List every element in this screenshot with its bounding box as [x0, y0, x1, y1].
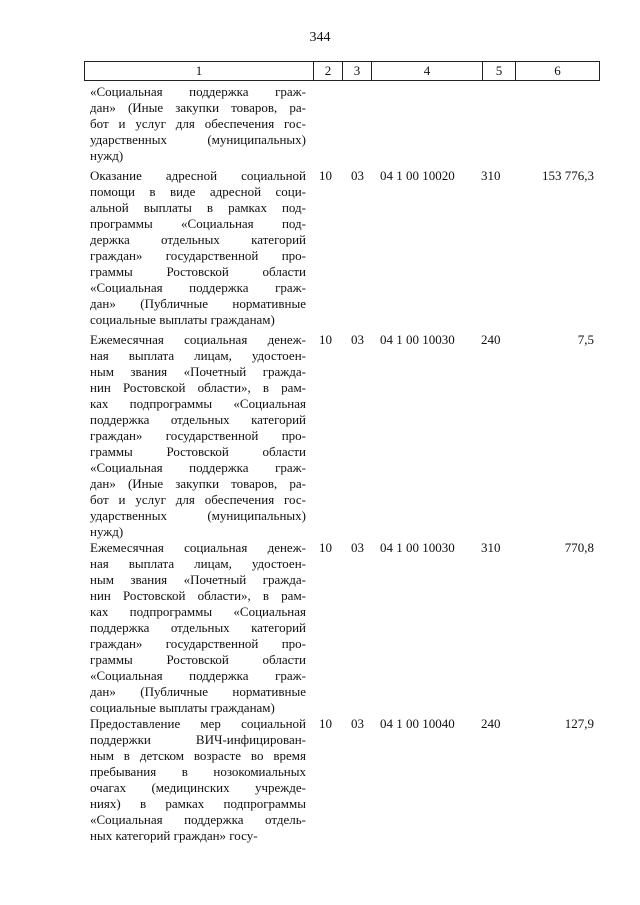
description-line: дан» (Иные закупки товаров, ра- — [90, 476, 306, 491]
description-line: граммы Ростовской области — [90, 264, 306, 279]
description-line: ударственных (муниципальных) — [90, 508, 306, 523]
description-line: ках подпрограммы «Социальная — [90, 396, 306, 411]
cell-col-4: 04 1 00 10030 — [380, 540, 455, 555]
cell-col-3: 03 — [351, 716, 364, 731]
cell-col-3: 03 — [351, 332, 364, 347]
cell-col-5: 310 — [481, 540, 501, 555]
description-line: пребывания в нозокомиальных — [90, 764, 306, 779]
cell-col-4: 04 1 00 10030 — [380, 332, 455, 347]
description-line: «Социальная поддержка граж- — [90, 668, 306, 683]
cell-col-2: 10 — [319, 540, 332, 555]
description-line: поддержка отдельных категорий — [90, 620, 306, 635]
description-line: нин Ростовской области», в рам- — [90, 588, 306, 603]
description-line: граммы Ростовской области — [90, 444, 306, 459]
description-line: ным в детском возрасте во время — [90, 748, 306, 763]
header-col-3: 3 — [343, 62, 372, 81]
description-line: ным звания «Почетный гражда- — [90, 572, 306, 587]
description-line: программы «Социальная под- — [90, 216, 306, 231]
description-line: ударственных (муниципальных) — [90, 132, 306, 147]
header-col-2: 2 — [314, 62, 343, 81]
description-line: альной выплаты в рамках под- — [90, 200, 306, 215]
page-number: 344 — [309, 30, 331, 45]
description-line: поддержка отдельных категорий — [90, 412, 306, 427]
description-line: граммы Ростовской области — [90, 652, 306, 667]
cell-col-5: 310 — [481, 168, 501, 183]
description-line: поддержки ВИЧ-инфицирован- — [90, 732, 306, 747]
description-line: бот и услуг для обеспечения гос- — [90, 116, 306, 131]
description-line: ниях) в рамках подпрограммы — [90, 796, 306, 811]
description-line: дан» (Публичные нормативные — [90, 684, 306, 699]
description-line: «Социальная поддержка граж- — [90, 84, 306, 99]
description-line: ных категорий граждан» госу- — [90, 828, 258, 843]
description-line: Оказание адресной социальной — [90, 168, 306, 183]
description-line: нин Ростовской области», в рам- — [90, 380, 306, 395]
description-line: нужд) — [90, 524, 124, 539]
description-line: Предоставление мер социальной — [90, 716, 306, 731]
row-description — [90, 332, 306, 540]
cell-col-5: 240 — [481, 716, 501, 731]
header-col-1: 1 — [85, 62, 314, 81]
cell-col-6: 127,9 — [564, 716, 594, 731]
description-line: «Социальная поддержка граж- — [90, 460, 306, 475]
header-col-5: 5 — [483, 62, 516, 81]
row-description — [90, 540, 306, 716]
cell-col-6: 770,8 — [564, 540, 594, 555]
description-line: граждан» государственной про- — [90, 636, 306, 651]
description-line: «Социальная поддержка граж- — [90, 280, 306, 295]
row-description — [90, 716, 306, 844]
description-line: помощи в виде адресной соци- — [90, 184, 306, 199]
row-description — [90, 168, 306, 328]
description-line: ным звания «Почетный гражда- — [90, 364, 306, 379]
description-line: граждан» государственной про- — [90, 248, 306, 263]
header-col-4: 4 — [372, 62, 483, 81]
cell-col-2: 10 — [319, 332, 332, 347]
description-line: социальные выплаты гражданам) — [90, 312, 275, 327]
cell-col-4: 04 1 00 10020 — [380, 168, 455, 183]
header-col-6: 6 — [516, 62, 600, 81]
description-line: социальные выплаты гражданам) — [90, 700, 275, 715]
description-line: дан» (Публичные нормативные — [90, 296, 306, 311]
description-line: очагах (медицинских учрежде- — [90, 780, 306, 795]
cell-col-5: 240 — [481, 332, 501, 347]
table-header — [84, 61, 600, 81]
row-description — [90, 84, 306, 164]
description-line: ная выплата лицам, удостоен- — [90, 348, 306, 363]
description-line: граждан» государственной про- — [90, 428, 306, 443]
description-line: ках подпрограммы «Социальная — [90, 604, 306, 619]
cell-col-2: 10 — [319, 168, 332, 183]
description-line: Ежемесячная социальная денеж- — [90, 332, 306, 347]
cell-col-6: 153 776,3 — [542, 168, 594, 183]
cell-col-6: 7,5 — [577, 332, 594, 347]
cell-col-2: 10 — [319, 716, 332, 731]
description-line: нужд) — [90, 148, 124, 163]
description-line: «Социальная поддержка отдель- — [90, 812, 306, 827]
description-line: бот и услуг для обеспечения гос- — [90, 492, 306, 507]
description-line: ная выплата лицам, удостоен- — [90, 556, 306, 571]
description-line: держка отдельных категорий — [90, 232, 306, 247]
description-line: Ежемесячная социальная денеж- — [90, 540, 306, 555]
cell-col-3: 03 — [351, 168, 364, 183]
cell-col-3: 03 — [351, 540, 364, 555]
cell-col-4: 04 1 00 10040 — [380, 716, 455, 731]
description-line: дан» (Иные закупки товаров, ра- — [90, 100, 306, 115]
